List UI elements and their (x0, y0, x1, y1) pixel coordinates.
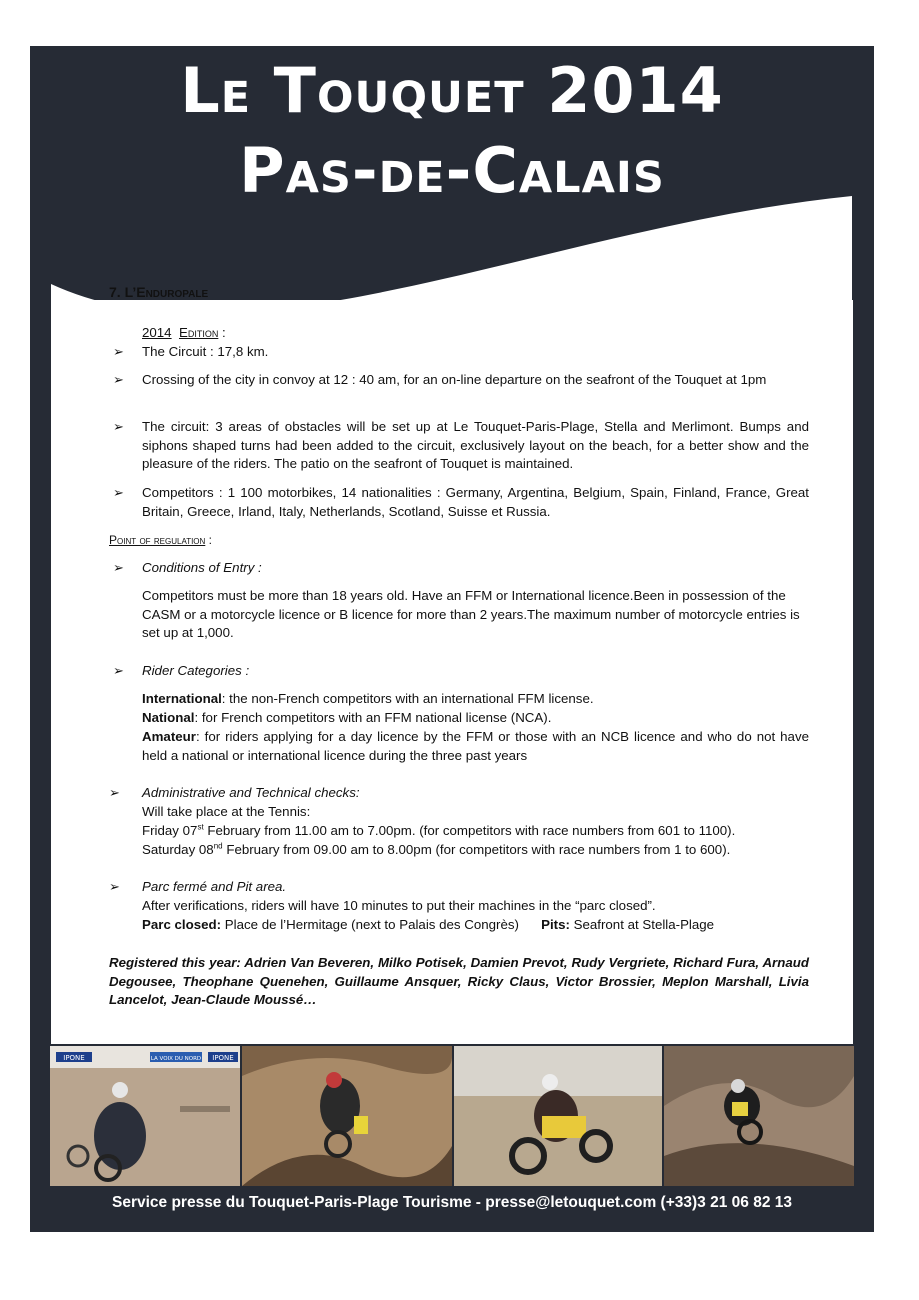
photo-strip (50, 1046, 854, 1186)
saturday-post: February from 09.00 am to 8.00pm (for competitors with race numbers from 1 to 600). (222, 842, 731, 857)
registered-riders: Registered this year: Adrien Van Beveren, Milko Potisek, Damien Prevot, Rudy Vergriete, Richard Fura, Arnaud Degousee, Theophane Quenehen, Guillaume Ansquer, Ricky Claus, Victor Brossier, Meplon Marshall, Livia Lancelot, Jean-Claude Moussé… (109, 955, 809, 1008)
saturday-pre: Saturday 08 (142, 842, 214, 857)
photo-quad-rider (454, 1046, 662, 1186)
edition-year: 2014 (142, 325, 172, 340)
bullet-item: Crossing of the city in convoy at 12 : 40 am, for an on-line departure on the seafront of the Touquet at 1pm (142, 372, 767, 387)
checks-title: Administrative and Technical checks: (142, 785, 360, 800)
parc-closed-text: Place de l’Hermitage (next to Palais des Congrès) (221, 917, 519, 932)
international-text: : the non-French competitors with an international FFM license. (221, 691, 594, 706)
page-subtitle: Pas-de-Calais (239, 134, 665, 207)
arrow-icon: ➢ (113, 663, 124, 678)
photo-sign: LA VOIX DU NORD (150, 1056, 202, 1062)
bullet-item: The circuit: 3 areas of obstacles will be set up at Le Touquet-Paris-Plage, Stella and Merlimont. Bumps and siphons shaped turns had been added to the circuit, exclusively layout on the beach, for a better show and the pleasure of the riders. The patio on the seafront of Touquet is maintained. (142, 419, 809, 472)
arrow-icon: ➢ (109, 879, 120, 894)
page-title: Le Touquet 2014 (180, 54, 724, 127)
national-text: : for French competitors with an FFM national license (NCA). (194, 710, 552, 725)
regulation-heading (109, 531, 212, 550)
parc-line: After verifications, riders will have 10 minutes to put their machines in the “parc closed”. (142, 898, 656, 913)
regulation-label: Point of regulation (109, 533, 206, 547)
international-label: International (142, 691, 222, 706)
footer-contact: Service presse du Touquet-Paris-Plage Tourisme - presse@letouquet.com (+33)3 21 06 82 13 (111, 1194, 792, 1211)
arrow-icon: ➢ (109, 785, 120, 800)
arrow-icon: ➢ (113, 485, 124, 500)
friday-pre: Friday 07 (142, 823, 198, 838)
photo-sign: IPONE (63, 1054, 85, 1062)
photo-sign: IPONE (212, 1054, 234, 1062)
content-area (53, 200, 853, 1040)
checks-friday (142, 822, 735, 841)
bullet-item: The Circuit : 17,8 km. (142, 344, 269, 359)
bullet-item: Competitors : 1 100 motorbikes, 14 nationalities : Germany, Argentina, Belgium, Spain, Finland, France, Great Britain, Greece, Irland, Italy, Netherlands, Scotland, Suisse et Russia. (142, 485, 809, 519)
checks-location: Will take place at the Tennis: (142, 804, 311, 819)
pits-text: Seafront at Stella-Plage (569, 917, 715, 932)
arrow-icon: ➢ (113, 419, 124, 434)
arrow-icon: ➢ (113, 372, 124, 387)
arrow-icon: ➢ (113, 344, 124, 359)
edition-colon: : (218, 325, 226, 340)
conditions-body: Competitors must be more than 18 years old. Have an FFM or International licence.Been in possession of the CASM or a motorcycle licence or B licence for more than 2 years.The maximum number of motorcycle entries is set up at 1,000. (142, 588, 800, 641)
edition-word: Edition (178, 325, 219, 340)
friday-post: February from 11.00 am to 7.00pm. (for competitors with race numbers from 601 to 1100). (203, 823, 736, 838)
checks-saturday (142, 841, 730, 860)
categories-title: Rider Categories : (142, 663, 250, 678)
parc-title: Parc fermé and Pit area. (142, 879, 287, 894)
amateur-label: Amateur (142, 729, 196, 744)
photo-motocross-race (50, 1046, 240, 1186)
national-label: National (142, 710, 195, 725)
edition-line (142, 324, 226, 343)
regulation-colon: : (205, 533, 212, 547)
category-international (142, 690, 809, 709)
section-heading: 7. L’Enduropale (109, 284, 209, 300)
saturday-sup: nd (213, 841, 223, 851)
parc-locations (142, 916, 714, 935)
amateur-text: : for riders applying for a day licence by the FFM or those with an NCB licence and who do not have held a national or international licence during the three past years (142, 729, 809, 763)
conditions-title: Conditions of Entry : (142, 560, 262, 575)
pits-label: Pits: (541, 917, 570, 932)
friday-sup: st (197, 822, 204, 832)
category-national (142, 709, 809, 728)
arrow-icon: ➢ (113, 560, 124, 575)
category-amateur (142, 728, 809, 765)
parc-closed-label: Parc closed: (142, 917, 222, 932)
photo-dune-rider (664, 1046, 854, 1186)
photo-sand-rider (242, 1046, 452, 1186)
